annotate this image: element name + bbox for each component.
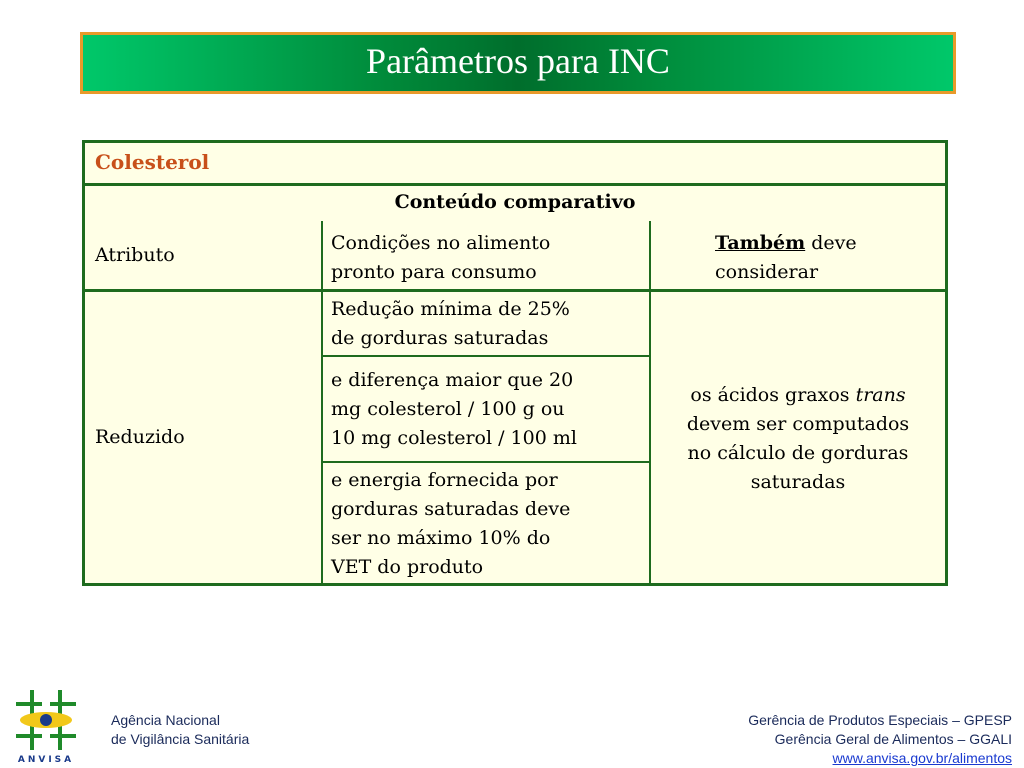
condition-line: e energia fornecida por [331, 469, 558, 491]
also-consider-text [653, 381, 943, 497]
row-divider [85, 289, 945, 292]
footer-website-link[interactable]: www.anvisa.gov.br/alimentos [832, 750, 1012, 766]
footer-left-line: de Vigilância Sanitária [111, 731, 250, 747]
condition-line: 10 mg colesterol / 100 ml [331, 427, 577, 449]
condition-line: e diferença maior que 20 [331, 369, 574, 391]
condition-line: gorduras saturadas deve [331, 498, 571, 520]
conditions-header [331, 229, 550, 287]
condition-line: VET do produto [331, 556, 484, 578]
footer-management [748, 711, 1012, 768]
condition-line: de gorduras saturadas [331, 327, 549, 349]
section-label: Colesterol [95, 150, 210, 174]
footer-left-line: Agência Nacional [111, 712, 220, 728]
inc-parameters-table [82, 140, 948, 586]
footer-agency [111, 711, 249, 749]
condition-2 [331, 366, 577, 453]
also-consider-header [715, 229, 857, 287]
col-divider [321, 221, 323, 583]
row-divider [85, 183, 945, 186]
condition-line: Redução mínima de 25% [331, 298, 570, 320]
also-text-trans: trans [855, 384, 906, 406]
also-text-a: os ácidos graxos [690, 384, 856, 406]
also-bold: Também [715, 232, 806, 254]
conditions-header-line: Condições no alimento [331, 232, 551, 254]
row-attribute-reduced: Reduzido [95, 426, 185, 448]
slide-title-bar [80, 32, 956, 94]
condition-3 [331, 466, 570, 582]
comparative-header: Conteúdo comparativo [394, 191, 636, 213]
also-text-line: devem ser computados [686, 413, 910, 435]
condition-line: mg colesterol / 100 g ou [331, 398, 565, 420]
also-text-line: no cálculo de gorduras [687, 442, 909, 464]
row-divider [321, 355, 649, 357]
col-divider [649, 221, 651, 583]
condition-1 [331, 295, 570, 353]
row-divider [321, 461, 649, 463]
logo-text: ANVISA [17, 755, 75, 765]
also-rest: deve [805, 232, 857, 254]
condition-line: ser no máximo 10% do [331, 527, 551, 549]
also-line2: considerar [715, 261, 819, 283]
attribute-header: Atributo [95, 244, 175, 266]
footer-right-line: Gerência de Produtos Especiais – GPESP [748, 712, 1012, 728]
anvisa-logo-icon [12, 686, 92, 766]
footer-right-line: Gerência Geral de Alimentos – GGALI [774, 731, 1012, 747]
slide-title: Parâmetros para INC [366, 41, 670, 81]
conditions-header-line: pronto para consumo [331, 261, 537, 283]
also-text-line: saturadas [750, 471, 846, 493]
